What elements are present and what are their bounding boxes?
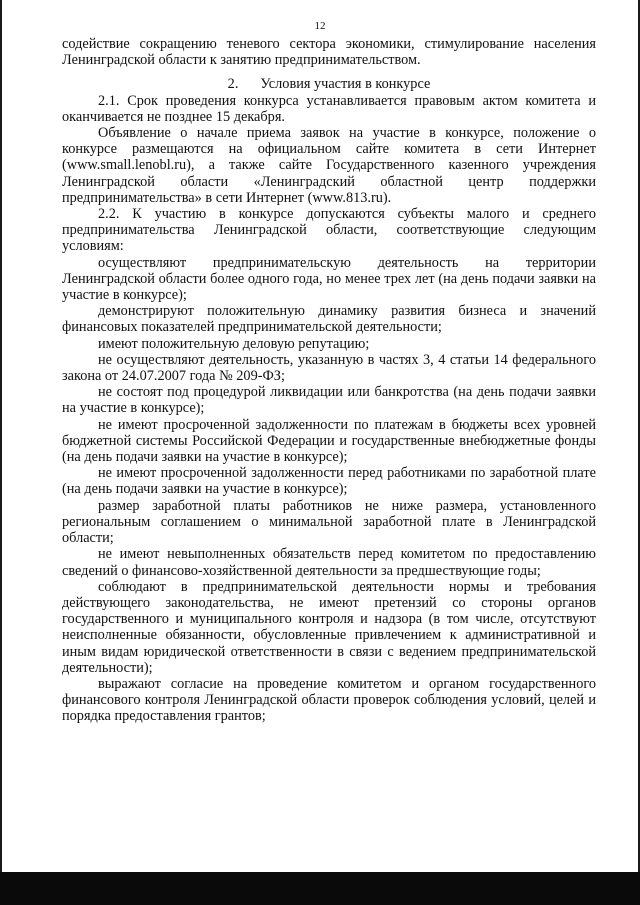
- paragraph-announcement: Объявление о начале приема заявок на участие в конкурсе, положение о конкурсе размещаются на официальном сайте комитета в сети Интернет (www.small.lenobl.ru), а также сайте Государственного казенного учреждения Ленинградской области «Ленинградский областной центр поддержки предпринимательства» в сети Интернет (www.813.ru).: [62, 125, 596, 206]
- condition-item: не имеют просроченной задолженности перед работниками по заработной плате (на день подачи заявки на участие в конкурсе);: [62, 465, 596, 498]
- continuation-paragraph: содействие сокращению теневого сектора экономики, стимулирование населения Ленинградской области к занятию предпринимательством.: [62, 36, 596, 69]
- paragraph-2-1: 2.1. Срок проведения конкурса устанавливается правовым актом комитета и оканчивается не позднее 15 декабря.: [62, 92, 596, 125]
- condition-item: не имеют невыполненных обязательств перед комитетом по предоставлению сведений о финансово-хозяйственной деятельности за предшествующие годы;: [62, 546, 596, 579]
- scan-bottom-band: [0, 872, 640, 905]
- section-heading: [62, 76, 596, 92]
- condition-item: осуществляют предпринимательскую деятельность на территории Ленинградской области более одного года, но менее трех лет (на день подачи заявки на участие в конкурсе);: [62, 254, 596, 304]
- condition-item: не имеют просроченной задолженности по платежам в бюджеты всех уровней бюджетной системы Российской Федерации и государственные внебюджетные фонды (на день подачи заявки на участие в конкурсе);: [62, 416, 596, 466]
- condition-item: не осуществляют деятельность, указанную в частях 3, 4 статьи 14 федерального закона от 24.07.2007 года № 209-ФЗ;: [62, 351, 596, 385]
- condition-item: соблюдают в предпринимательской деятельности нормы и требования действующего законодательства, не имеют претензий со стороны органов государственного и муниципального контроля и надзора (в том числе, отсутствуют неисполненные обязанности, обусловленные привлечением к административной и иным видам юридической ответственности в связи с ведением предпринимательской деятельности);: [62, 578, 596, 676]
- condition-item: имеют положительную деловую репутацию;: [98, 335, 370, 352]
- condition-item: не состоят под процедурой ликвидации или банкротства (на день подачи заявки на участие в конкурсе);: [62, 384, 596, 417]
- condition-item: выражают согласие на проведение комитетом и органом государственного финансового контроля Ленинградской области проверок соблюдения условий, целей и порядка предоставления грантов;: [62, 675, 596, 725]
- section-number: 2.: [227, 76, 239, 93]
- section-title: Условия участия в конкурсе: [260, 76, 431, 93]
- scan-left-border: [0, 0, 2, 905]
- document-body: [62, 36, 596, 725]
- condition-item: размер заработной платы работников не ниже размера, установленного региональным соглашением о минимальной заработной плате в Ленинградской области;: [62, 497, 596, 547]
- page-number: 12: [314, 20, 326, 32]
- paragraph-2-2: 2.2. К участию в конкурсе допускаются субъекты малого и среднего предпринимательства Ленинградской области, соответствующие следующим условиям:: [62, 206, 596, 255]
- condition-item: демонстрируют положительную динамику развития бизнеса и значений финансовых показателей предпринимательской деятельности;: [62, 303, 596, 336]
